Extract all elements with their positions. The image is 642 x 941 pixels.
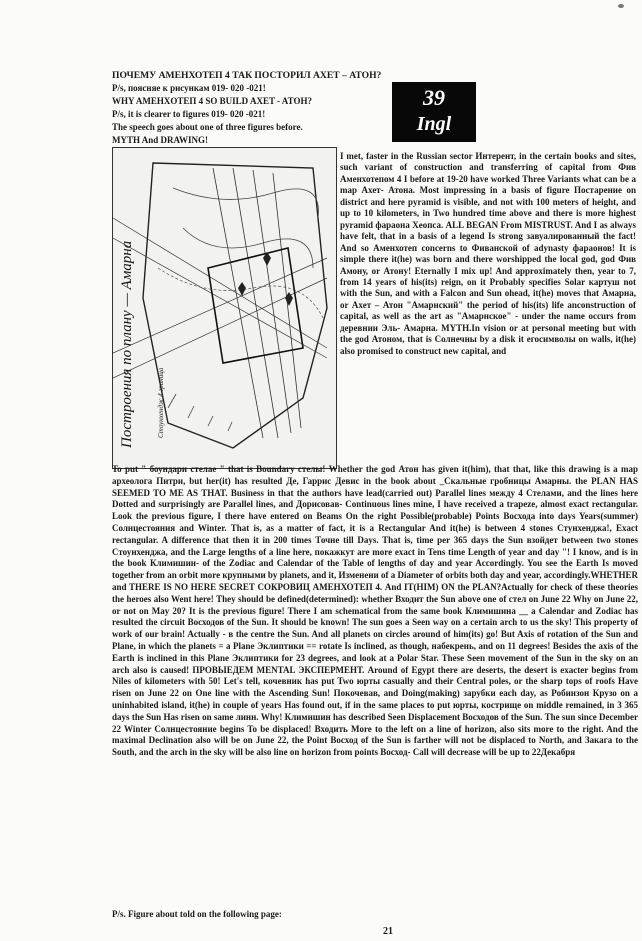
page-badge bbox=[392, 82, 476, 142]
figure-caption-side: Стоунхендж 4 граница bbox=[157, 367, 165, 438]
map-figure bbox=[112, 147, 337, 469]
note-russian: P/s, поясняе к рисункам 019- 020 -021! bbox=[112, 83, 266, 93]
page-number: 21 bbox=[383, 926, 393, 937]
note-english: P/s, it is clearer to figures 019- 020 -021! bbox=[112, 109, 266, 119]
map-drawing bbox=[113, 148, 336, 468]
badge-number: 39 bbox=[423, 85, 445, 110]
section-heading: MYTH And DRAWING! bbox=[112, 135, 209, 145]
badge-label: Ingl bbox=[416, 113, 452, 135]
footer-note: P/s. Figure about told on the following page: bbox=[112, 909, 282, 919]
scan-speck bbox=[618, 4, 624, 8]
title-russian: ПОЧЕМУ АМЕНХОТЕП 4 ТАК ПОСТОРИЛ АХЕТ – АТОН? bbox=[112, 70, 382, 81]
title-english: WHY AMEHXOTEП 4 SO BUILD AXET - ATOH? bbox=[112, 96, 312, 106]
intro-line: The speech goes about one of three figures before. bbox=[112, 122, 303, 132]
right-column-text: I met, faster in the Russian sector Интерент, in the certain books and sites, such variant of construction and transferring of capital from Фив Аменхотепом 4 I before at 19-20 have worked Three Variants what can be a map Ахет- Атона. Most impressing in a basis of figure Постарение on district and here pyramid is visible, and not with 100 meters of height, and up to 10 kilometers, in Two hundred time above and there is more highest pyramid фараона Хеопса. ALL BEGAN From MISTRUST. And I as always have felt, that in a basis of a legend Is strong завуалированный the fact! And so Аменхотеп concerns to Фиванской of adynasty фараонов! It is simple there it(he) was born and there worshipped the local god, god Фив Амону, or Атону! Eternally I mix up! And approximately then, year to 7, from 14 years of his(its) reign, on it Probably specifies Solar картуш not with the Sun, and with a Falcon and Sun ohead, it(he) moves that Амарна, or Ахет – Атон "Амарнский" the period of his(its) life anconstruction of capital, as well as the art as "Амарнское" - under the name occurs from деревнии Эль- Амарна. MYTH.In vision or at personal meeting but with the god Атоном, that is Солнечны by a disk it егосимволы on walls, it(he) also promised to construct new capital, and bbox=[340, 151, 636, 356]
body-text: To put " боундари стелае " that is Boundary стелы! Whether the god Атон has given it(him), that that, like this drawing is a map археолога Питри, but her(it) has resulted Де, Гаррис Девис in the book about _Скальные гробницы Амарны. the PLAN HAS SEEMED TO ME AS THAT. Business in that the authors have lead(carried out) Parallel lines междy 4 Стелами, and the lines here Dotted and surprisingly are Parallel lines, and Дорисовав- Continuous lines mine, I have received a trapeze, almost exact rectangular. Look the previous figure, I there have entered on Beams On the right Possible(probable) Points Восхода into days Years(summer) Солнцестояния and Winter. That is, as a matter of fact, it is a Rectangular And it(he) is between 4 stones Стунхенджа!, Exact rectangular. A difference that then it in 200 times Точне till Days. That is, time per 365 days the Sun взойдет between two stones Стоунхенджа, and the Large lengths of a line here, покажкут are more exact in Tens time Length of year and day "! I know, and is in the book Климишин- of the Zodiac and Calendar of the Table of lengths of day and year Accordingly. You see the Earth Is moved together from an orbit more крупными by planets, and it, Изменени of a Diameter of orbits both day and year, accordingly.WHETHER and THERE IS NO HERE SECRET СОКРОВИЦ АМЕНХОТЕП 4. And IT(HIM) ON the PLAN?Actually for check of these theories the heroes also Went here! They should be defined(determined): whether Входит the Sun above one of стел on June 22 Why on June 22, or not on May 20? It is the previous figure! There I am schematical from the same book Климишина __ a Calendar and Zodiac has resulted the circuit Восходов of the Sun. It should be known! The sun goes a Seen way on a certain arch to us the sky! This property of work of our brain! Actually - в the centre the Sun. And all planets on circles around of him(its) go! But Axis of rotation of the Sun and Plane, in which the planets = a Plane Эклиптики == rotate Is inclined, as though, набекрень, and on 11 degrees! Besides the axis of the Earth is inclined in this Plane Эклиптики for 23 degrees, and look at a Polar Star. These Seen movement of the Sun in the sky on an arch also is caused! ПРОВЫЕДЕМ MENTAL ЭКСПЕРМЕНТ. Around of Egypt there are deserts, the desert is exacter begins from Niles of kilometers with 50! Let's tell, кочевник has put Two юрты casually and their Central poles, or the sharp tops of roofs Have risen on June 22 on One line with the Ascending Sun! Покочевав, and Doing(making) зарубки each day, as Робинзон Крузо on a uninhabited island, it(he) in couple of years Has found out, if in the same places to put юрты, кострище on middle remained, in 3 365 days the Sun Has risen on same линн. Why! Климишин has described Seen Displacement Восходов of the Sun. The sun since December 22 Winter Солнцестояние begins To be displaced! Входить More to the left on a line of horizon, also sits more to the right. And the maximal Declination also will be on June 22, the Point Восход of the Sun is farther will not be displaced to North, and Закага to the South, and the arch in the sky will be also line on horizon from points Восход- Call will decrease will be up to 22Декабря bbox=[112, 464, 638, 758]
figure-caption-main: Построения по плану — Амарна bbox=[119, 240, 135, 448]
